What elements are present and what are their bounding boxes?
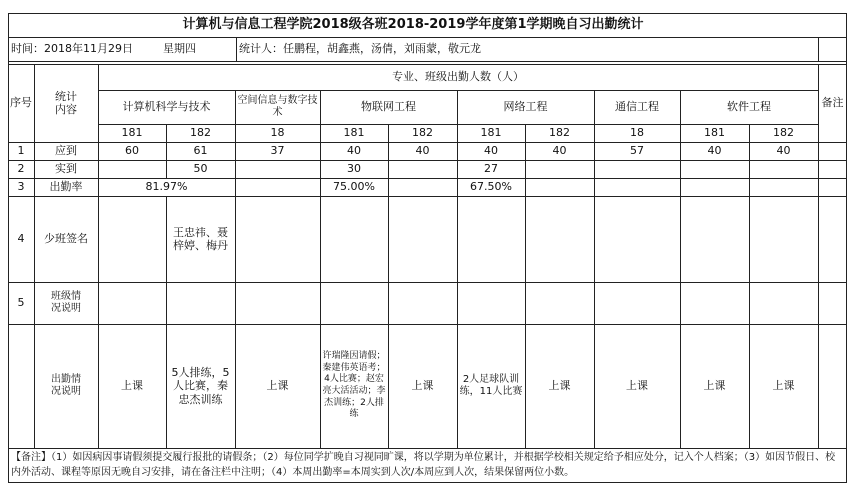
class-number: 18	[270, 126, 285, 140]
row-seq: 2	[17, 162, 25, 176]
expected-count: 40	[707, 144, 722, 158]
attendance-note: 2人足球队训练，11人比赛	[459, 373, 523, 397]
expected-count: 57	[630, 144, 644, 158]
attendance-note: 上课	[703, 379, 726, 393]
class-number: 182	[190, 126, 211, 140]
major-header: 软件工程	[727, 100, 771, 114]
row-label: 少班签名	[44, 232, 88, 246]
footer-note: 【备注】（1）如因病因事请假须提交履行报批的请假条；（2）每位同学扩晚自习视同旷课，将以学期为单位累计，并根据学校相关规定给予相应处分，记入个人档案；（3）如因节假日、校内外活动、课程等原因无晚自习安排，请在备注栏中注明；（4）本周出勤率=本周实到人次/本周应到人次，结果保留两位小数。	[11, 452, 836, 478]
attendance-note: 上课	[772, 379, 795, 393]
row-seq: 5	[17, 296, 25, 310]
date-cell: 时间：2018年11月29日	[11, 42, 133, 56]
expected-count: 40	[484, 144, 498, 158]
expected-count: 60	[125, 144, 139, 158]
expected-count: 40	[552, 144, 567, 158]
class-number: 182	[773, 126, 794, 140]
expected-count: 40	[415, 144, 430, 158]
attendance-note: 上课	[626, 379, 648, 393]
row-label: 出勤情况说明	[51, 373, 81, 397]
expected-count: 61	[193, 144, 208, 158]
major-header: 通信工程	[615, 100, 659, 114]
class-number: 182	[412, 126, 433, 140]
remark-header: 备注	[821, 96, 844, 110]
row-seq: 1	[17, 144, 25, 158]
row-label: 出勤率	[49, 180, 83, 194]
stat-content-header: 统计 内容	[55, 89, 77, 116]
attendance-note: 许瑞隆因请假；秦建伟英语考；4人比赛；赵宏亮大活活动；李杰训练；2人排练	[322, 350, 386, 420]
class-number: 182	[549, 126, 570, 140]
actual-count: 50	[193, 162, 208, 176]
attendance-note: 上课	[266, 379, 289, 393]
sheet-title: 计算机与信息工程学院2018级各班2018-2019学年度第1学期晚自习出勤统计	[182, 17, 644, 33]
class-number: 181	[480, 126, 502, 140]
seq-header: 序号	[10, 96, 32, 110]
class-monitor-signature: 王忠祎、聂梓婷、梅丹	[173, 225, 228, 252]
row-label: 实到	[55, 162, 77, 176]
major-header: 物联网工程	[361, 100, 416, 114]
attendance-note: 上课	[548, 379, 571, 393]
row-label: 班级情况说明	[51, 290, 81, 314]
row-seq: 4	[17, 232, 25, 246]
major-header: 空间信息与数字技术	[237, 94, 318, 118]
class-number: 18	[630, 126, 644, 140]
weekday-cell: 星期四	[163, 42, 196, 56]
attendance-note: 上课	[121, 379, 143, 393]
row-seq: 3	[17, 180, 25, 194]
expected-count: 40	[776, 144, 791, 158]
actual-count: 27	[484, 162, 498, 176]
attendance-note: 上课	[411, 379, 434, 393]
expected-count: 37	[270, 144, 285, 158]
class-number: 181	[121, 126, 143, 140]
attendance-rate: 75.00%	[333, 180, 375, 194]
attendance-group-header: 专业、班级出勤人数（人）	[392, 70, 524, 84]
row-label: 应到	[55, 144, 77, 158]
actual-count: 30	[347, 162, 361, 176]
attendance-note: 5人排练，5人比赛，秦忠杰训练	[171, 366, 230, 406]
attendance-rate: 81.97%	[145, 180, 188, 194]
major-header: 计算机科学与技术	[122, 100, 211, 114]
expected-count: 40	[347, 144, 361, 158]
class-number: 181	[704, 126, 725, 140]
attendance-rate: 67.50%	[470, 180, 512, 194]
major-header: 网络工程	[503, 100, 548, 114]
class-number: 181	[343, 126, 365, 140]
counters-cell: 统计人：任鹏程，胡鑫燕，汤倩，刘雨蒙，敬元龙	[239, 42, 481, 56]
